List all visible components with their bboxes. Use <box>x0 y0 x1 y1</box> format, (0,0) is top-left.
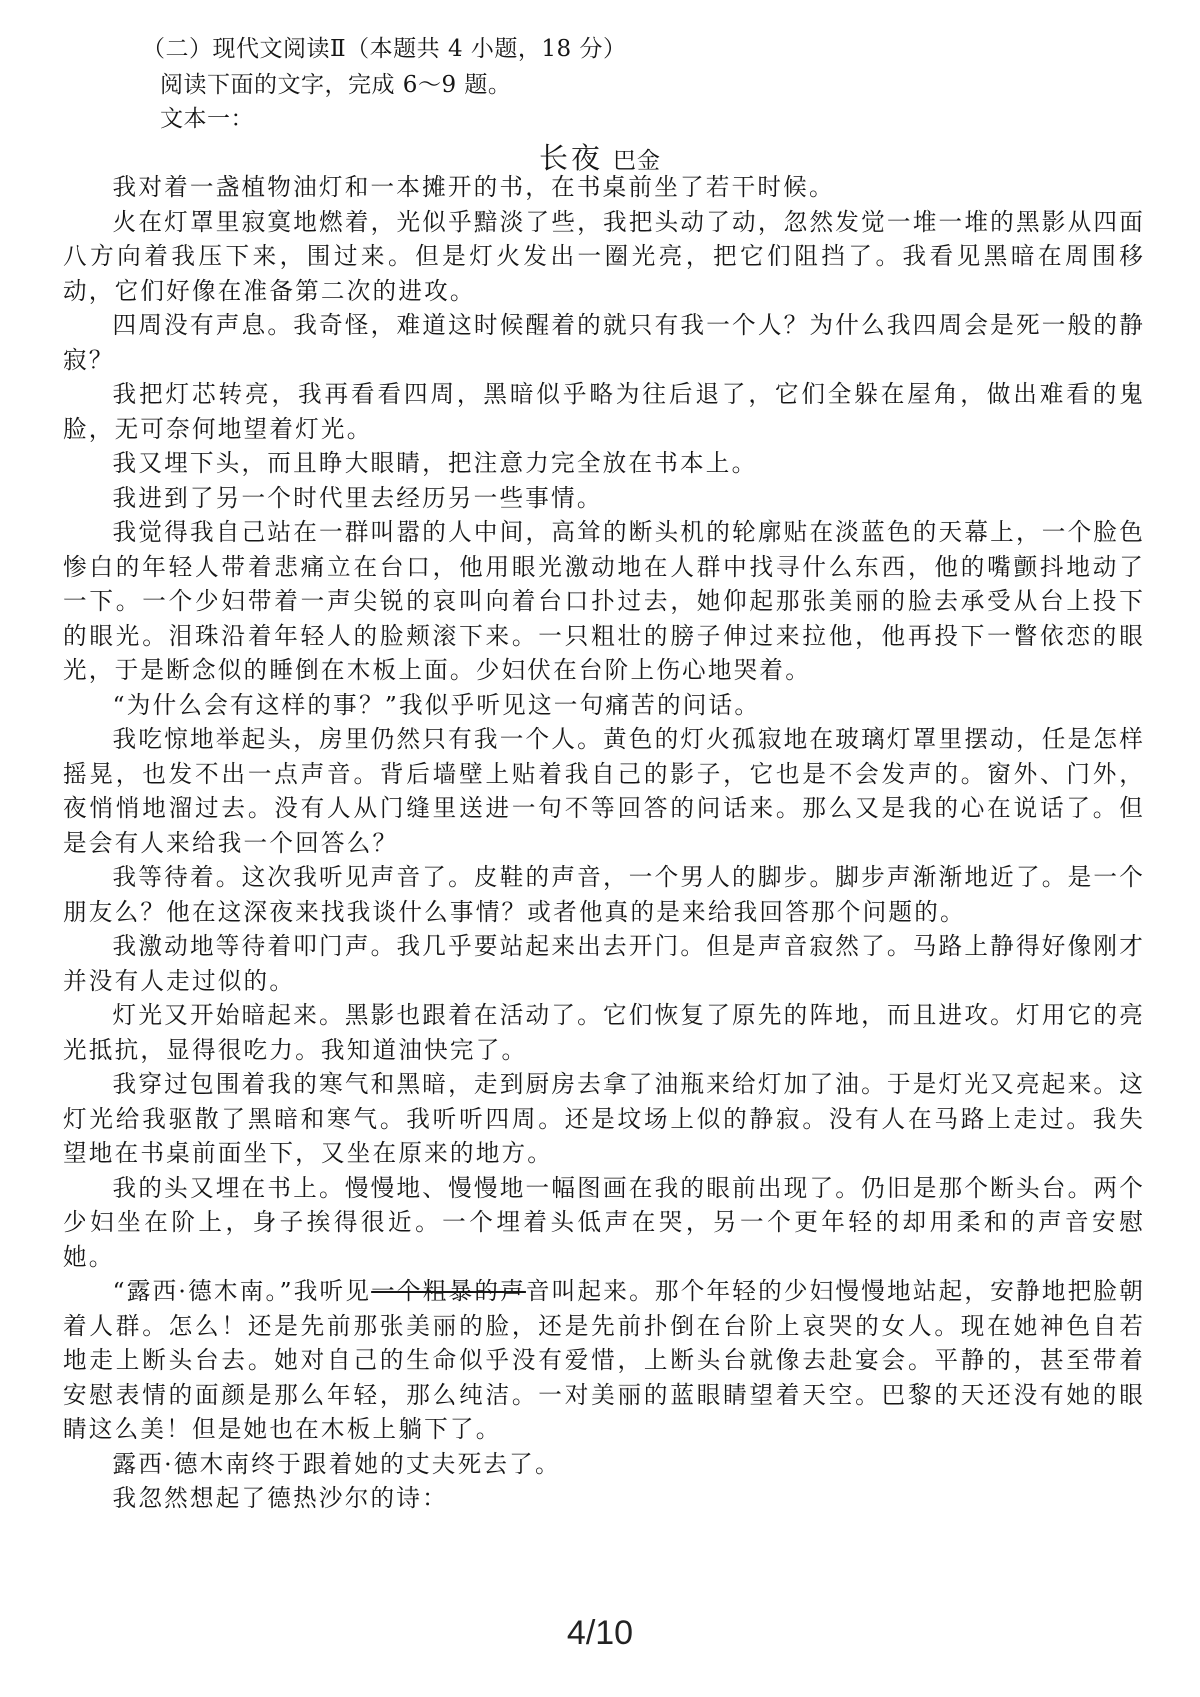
paragraph: 火在灯罩里寂寞地燃着，光似乎黯淡了些，我把头动了动，忽然发觉一堆一堆的黑影从四面八方向着我压下来，围过来。但是灯火发出一圈光亮，把它们阻挡了。我看见黑暗在周围移动，它们好像在准备第二次的进攻。 <box>63 207 1145 305</box>
paragraph: 灯光又开始暗起来。黑影也跟着在活动了。它们恢复了原先的阵地，而且进攻。灯用它的亮光抵抗，显得很吃力。我知道油快完了。 <box>63 1001 1145 1064</box>
paragraph: 我又埋下头，而且睁大眼睛，把注意力完全放在书本上。 <box>112 449 758 477</box>
paragraph: 我等待着。这次我听见声音了。皮鞋的声音，一个男人的脚步。脚步声渐渐地近了。是一个朋友么？他在这深夜来找我谈什么事情？或者他真的是来给我回答那个问题的。 <box>63 863 1145 926</box>
paragraph: 我觉得我自己站在一群叫嚣的人中间，高耸的断头机的轮廓贴在淡蓝色的天幕上，一个脸色惨白的年轻人带着悲痛立在台口，他用眼光激动地在人群中找寻什么东西，他的嘴颤抖地动了一下。一个少妇带着一声尖锐的哀叫向着台口扑过去，她仰起那张美丽的脸去承受从台上投下的眼光。泪珠沿着年轻人的脸颊滚下来。一只粗壮的膀子伸过来拉他，他再投下一瞥依恋的眼光，于是断念似的睡倒在木板上面。少妇伏在台阶上伤心地哭着。 <box>63 518 1145 684</box>
paragraph-rest: 音叫起来。那个年轻的少妇慢慢地站起，安静地把脸朝着人群。怎么！还是先前那张美丽的脸，还是先前扑倒在台阶上哀哭的女人。现在她神色自若地走上断头台去。她对自己的生命似乎没有爱惜，上断头台就像去赴宴会。平静的，甚至带着安慰表情的面颜是那么年轻，那么纯洁。一对美丽的蓝眼睛望着天空。巴黎的天还没有她的眼睛这么美！但是她也在木板上躺下了。 <box>63 1277 1145 1443</box>
article-body <box>63 170 1145 1516</box>
article-author: 巴金 <box>613 148 661 174</box>
paragraph: 四周没有声息。我奇怪，难道这时候醒着的就只有我一个人？为什么我四周会是死一般的静寂？ <box>63 311 1145 374</box>
paragraph-lead: “露西·德木南。”我听见 <box>112 1277 372 1305</box>
paragraph: 我吃惊地举起头，房里仍然只有我一个人。黄色的灯火孤寂地在玻璃灯罩里摆动，任是怎样摇晃，也发不出一点声音。背后墙壁上贴着我自己的影子，它也是不会发声的。窗外、门外，夜悄悄地溜过去。没有人从门缝里送进一句不等回答的问话来。那么又是我的心在说话了。但是会有人来给我一个回答么？ <box>63 725 1145 857</box>
paragraph: 我进到了另一个时代里去经历另一些事情。 <box>112 483 603 512</box>
page-number: 4/10 <box>566 1614 634 1652</box>
paragraph: 我的头又埋在书上。慢慢地、慢慢地一幅图画在我的眼前出现了。仍旧是那个断头台。两个少妇坐在阶上，身子挨得很近。一个埋着头低声在哭，另一个更年轻的却用柔和的声音安慰她。 <box>63 1173 1145 1271</box>
section-title: （二）现代文阅读Ⅱ（本题共 4 小题，18 分） <box>142 36 627 62</box>
article-title: 长夜 <box>538 141 603 175</box>
paragraph: 我忽然想起了德热沙尔的诗： <box>112 1484 448 1512</box>
paragraph: 我穿过包围着我的寒气和黑暗，走到厨房去拿了油瓶来给灯加了油。于是灯光又亮起来。这灯光给我驱散了黑暗和寒气。我听听四周。还是坟场上似的静寂。没有人在马路上走过。我失望地在书桌前面坐下，又坐在原来的地方。 <box>63 1070 1145 1167</box>
paragraph: 我激动地等待着叩门声。我几乎要站起来出去开门。但是声音寂然了。马路上静得好像刚才并没有人走过似的。 <box>63 932 1145 995</box>
text-label: 文本一： <box>160 106 254 132</box>
reading-instruction: 阅读下面的文字，完成 6～9 题。 <box>160 72 512 98</box>
paragraph: 我对着一盏植物油灯和一本摊开的书，在书桌前坐了若干时候。 <box>112 173 835 201</box>
paragraph: 我把灯芯转亮，我再看看四周，黑暗似乎略为往后退了，它们全躲在屋角，做出难看的鬼脸，无可奈何地望着灯光。 <box>63 380 1145 443</box>
paragraph: 露西·德木南终于跟着她的丈夫死去了。 <box>112 1449 561 1478</box>
struck-out-text: 一个粗暴的声 <box>371 1277 526 1305</box>
paragraph-with-strikethrough <box>63 1274 1145 1447</box>
paragraph: “为什么会有这样的事？”我似乎听见这一句痛苦的问话。 <box>112 690 761 719</box>
